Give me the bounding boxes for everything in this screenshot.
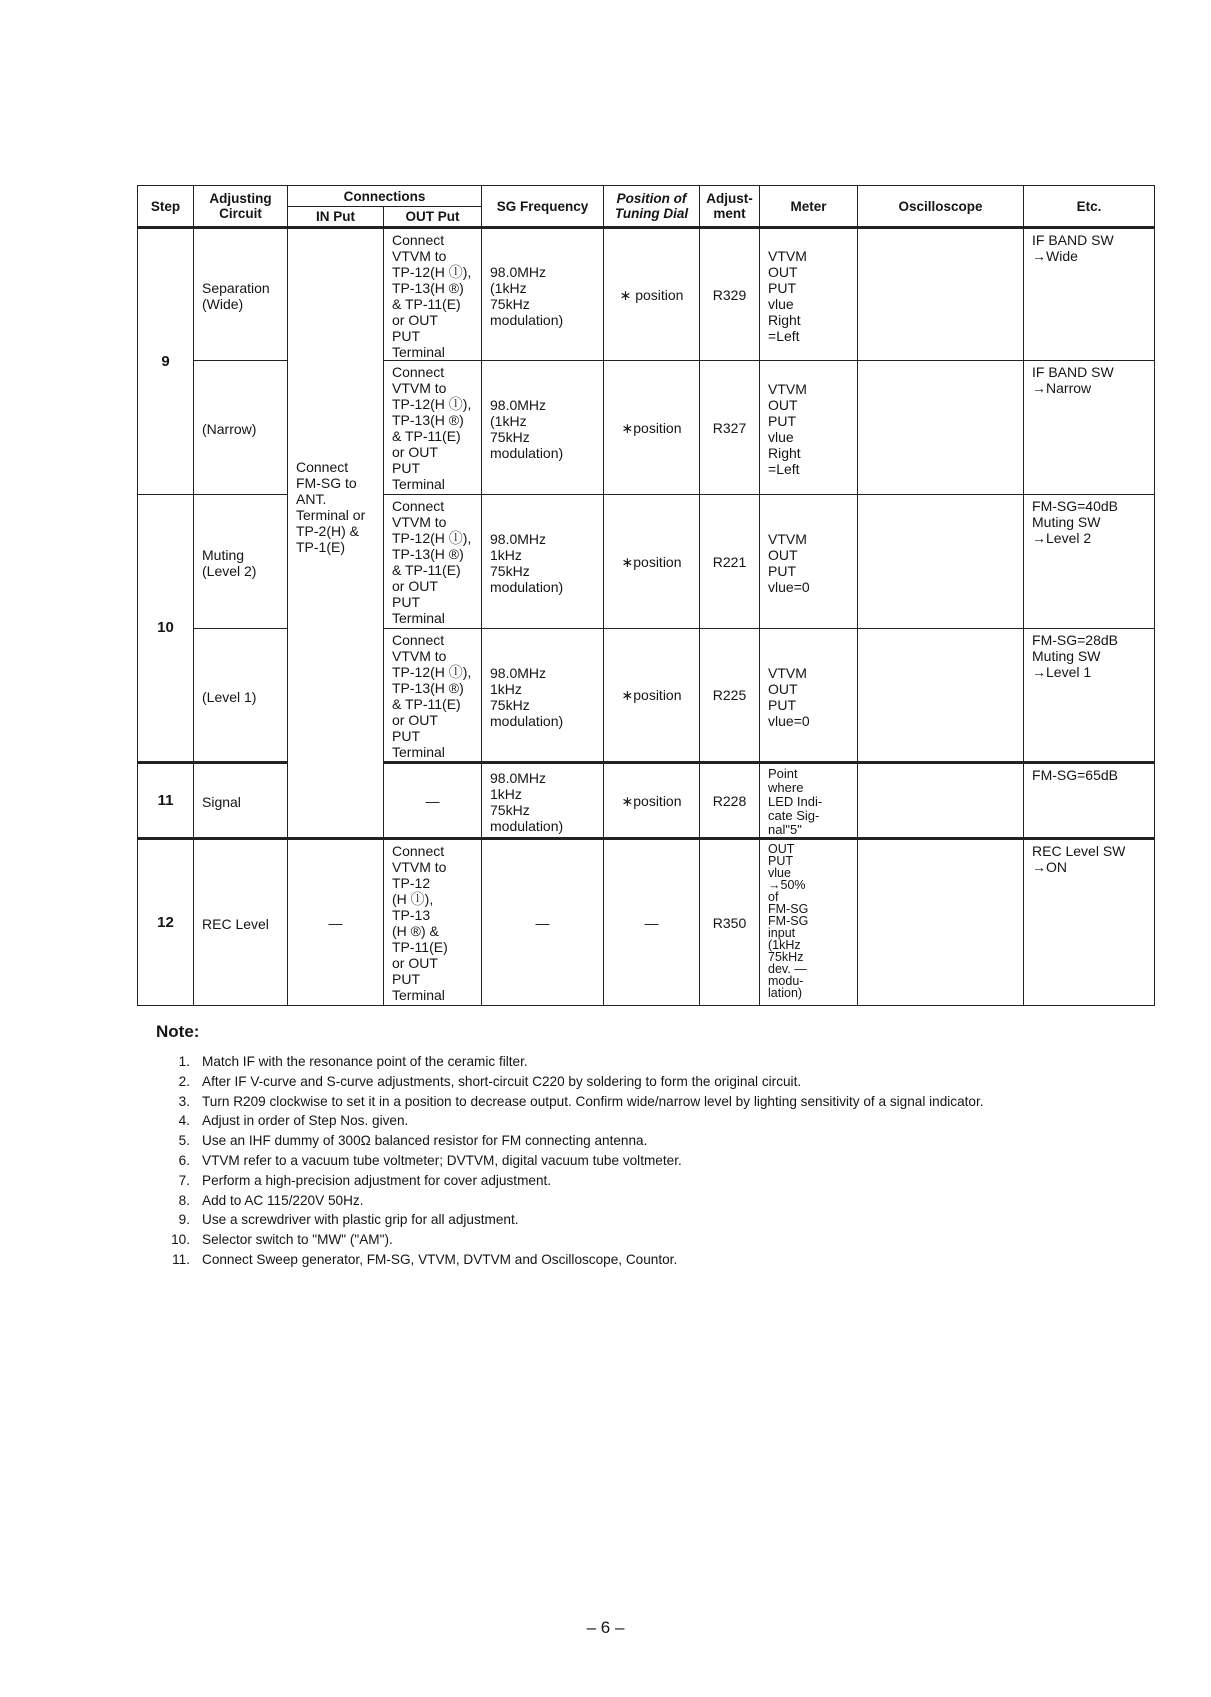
sg-frequency-cell: 98.0MHz (1kHz 75kHz modulation): [482, 361, 604, 495]
list-item: [150, 1072, 1170, 1092]
note-text: Add to AC 115/220V 50Hz.: [202, 1192, 364, 1208]
note-text: Turn R209 clockwise to set it in a position to decrease output. Confirm wide/narrow level by lighting sensitivity of a signal indicator.: [202, 1093, 984, 1109]
step-number: 12: [138, 839, 194, 1006]
sg-frequency-cell: 98.0MHz (1kHz 75kHz modulation): [482, 228, 604, 361]
oscilloscope-cell: [858, 839, 1024, 1006]
out-put-cell: Connect VTVM to TP-12 (H ⓛ), TP-13 (H ®) & TP-11(E) or OUT PUT Terminal: [384, 839, 482, 1006]
sg-frequency-cell: 98.0MHz 1kHz 75kHz modulation): [482, 763, 604, 839]
circuit-cell: Signal: [194, 763, 288, 839]
meter-cell: VTVM OUT PUT vlue=0: [760, 495, 858, 629]
in-put-cell: Connect FM-SG to ANT. Terminal or TP-2(H) & TP-1(E): [288, 228, 384, 839]
circuit-cell: Muting (Level 2): [194, 495, 288, 629]
meter-cell: VTVM OUT PUT vlue=0: [760, 629, 858, 763]
oscilloscope-cell: [858, 763, 1024, 839]
circuit-cell: (Narrow): [194, 361, 288, 495]
out-put-cell: Connect VTVM to TP-12(H ⓛ), TP-13(H ®) & TP-11(E) or OUT PUT Terminal: [384, 495, 482, 629]
note-number: 7.: [178, 1172, 190, 1188]
list-item: [150, 1191, 1170, 1211]
list-item: [150, 1171, 1170, 1191]
note-number: 2.: [178, 1073, 190, 1089]
note-number: 8.: [178, 1192, 190, 1208]
note-number: 9.: [178, 1212, 190, 1228]
adjustment-cell: R329: [700, 228, 760, 361]
adjustment-table: [137, 185, 1155, 1006]
tuning-dial-cell: —: [604, 839, 700, 1006]
meter-cell: VTVM OUT PUT vlue Right =Left: [760, 228, 858, 361]
circuit-cell: REC Level: [194, 839, 288, 1006]
sg-frequency-cell: —: [482, 839, 604, 1006]
note-text: Selector switch to "MW" ("AM").: [202, 1232, 393, 1248]
notes-list: [150, 1052, 1170, 1270]
meter-cell: VTVM OUT PUT vlue Right =Left: [760, 361, 858, 495]
etc-cell: REC Level SW →ON: [1024, 839, 1155, 1006]
note-number: 10.: [171, 1232, 190, 1248]
note-number: 6.: [178, 1152, 190, 1168]
oscilloscope-cell: [858, 495, 1024, 629]
list-item: [150, 1092, 1170, 1112]
note-number: 4.: [178, 1113, 190, 1129]
step-number: 10: [138, 495, 194, 763]
etc-cell: IF BAND SW →Narrow: [1024, 361, 1155, 495]
in-put-cell: —: [288, 839, 384, 1006]
note-text: Connect Sweep generator, FM-SG, VTVM, DVTVM and Oscilloscope, Countor.: [202, 1251, 678, 1267]
note-number: 1.: [178, 1054, 190, 1069]
header-out-put: OUT Put: [384, 207, 482, 228]
list-item: [150, 1151, 1170, 1171]
adjustment-cell: R350: [700, 839, 760, 1006]
etc-cell: FM-SG=40dB Muting SW →Level 2: [1024, 495, 1155, 629]
note-text: Use an IHF dummy of 300Ω balanced resistor for FM connecting antenna.: [202, 1133, 648, 1149]
table-row: [138, 228, 1155, 361]
header-adjusting-circuit: Adjusting Circuit: [194, 186, 288, 228]
page-number: – 6 –: [586, 1618, 625, 1637]
note-number: 3.: [178, 1093, 190, 1109]
adjustment-cell: R225: [700, 629, 760, 763]
step-number: 11: [138, 763, 194, 839]
note-text: VTVM refer to a vacuum tube voltmeter; DVTVM, digital vacuum tube voltmeter.: [202, 1152, 682, 1168]
adjustment-cell: R221: [700, 495, 760, 629]
out-put-cell: Connect VTVM to TP-12(H ⓛ), TP-13(H ®) & TP-11(E) or OUT PUT Terminal: [384, 228, 482, 361]
etc-cell: FM-SG=65dB: [1024, 763, 1155, 839]
out-put-cell: Connect VTVM to TP-12(H ⓛ), TP-13(H ®) & TP-11(E) or OUT PUT Terminal: [384, 629, 482, 763]
meter-cell: OUT PUT vlue →50% of FM-SG FM-SG input (1kHz 75kHz dev. — modu- lation): [760, 839, 858, 1006]
out-put-cell: —: [384, 763, 482, 839]
header-connections: Connections: [288, 186, 482, 207]
circuit-cell: Separation (Wide): [194, 228, 288, 361]
header-meter: Meter: [760, 186, 858, 228]
list-item: [150, 1052, 1170, 1072]
adjustment-cell: R228: [700, 763, 760, 839]
out-put-cell: Connect VTVM to TP-12(H ⓛ), TP-13(H ®) & TP-11(E) or OUT PUT Terminal: [384, 361, 482, 495]
tuning-dial-cell: ∗position: [604, 361, 700, 495]
notes-section: [150, 1022, 1170, 1270]
tuning-dial-cell: ∗position: [604, 495, 700, 629]
header-oscilloscope: Oscilloscope: [858, 186, 1024, 228]
oscilloscope-cell: [858, 361, 1024, 495]
note-number: 5.: [178, 1133, 190, 1149]
header-sg-frequency: SG Frequency: [482, 186, 604, 228]
header-step: Step: [138, 186, 194, 228]
list-item: [150, 1111, 1170, 1131]
header-tuning-dial: Position of Tuning Dial: [604, 186, 700, 228]
meter-cell: Point where LED Indi- cate Sig- nal"5": [760, 763, 858, 839]
note-text: After IF V-curve and S-curve adjustments, short-circuit C220 by soldering to form the original circuit.: [202, 1073, 802, 1089]
tuning-dial-cell: ∗position: [604, 763, 700, 839]
list-item: [150, 1131, 1170, 1151]
header-etc: Etc.: [1024, 186, 1155, 228]
adjustment-cell: R327: [700, 361, 760, 495]
notes-title: Note:: [156, 1022, 200, 1041]
note-text: Perform a high-precision adjustment for cover adjustment.: [202, 1172, 552, 1188]
oscilloscope-cell: [858, 629, 1024, 763]
note-text: Match IF with the resonance point of the ceramic filter.: [202, 1054, 528, 1069]
note-text: Use a screwdriver with plastic grip for all adjustment.: [202, 1212, 519, 1228]
etc-cell: IF BAND SW →Wide: [1024, 228, 1155, 361]
note-number: 11.: [172, 1251, 190, 1267]
header-in-put: IN Put: [288, 207, 384, 228]
sg-frequency-cell: 98.0MHz 1kHz 75kHz modulation): [482, 629, 604, 763]
sg-frequency-cell: 98.0MHz 1kHz 75kHz modulation): [482, 495, 604, 629]
oscilloscope-cell: [858, 228, 1024, 361]
etc-cell: FM-SG=28dB Muting SW →Level 1: [1024, 629, 1155, 763]
circuit-cell: (Level 1): [194, 629, 288, 763]
header-adjustment: Adjust- ment: [700, 186, 760, 228]
list-item: [150, 1210, 1170, 1230]
tuning-dial-cell: ∗ position: [604, 228, 700, 361]
list-item: [150, 1230, 1170, 1250]
tuning-dial-cell: ∗position: [604, 629, 700, 763]
table-row: [138, 839, 1155, 1006]
list-item: [150, 1250, 1170, 1270]
note-text: Adjust in order of Step Nos. given.: [202, 1113, 409, 1129]
step-number: 9: [138, 228, 194, 495]
